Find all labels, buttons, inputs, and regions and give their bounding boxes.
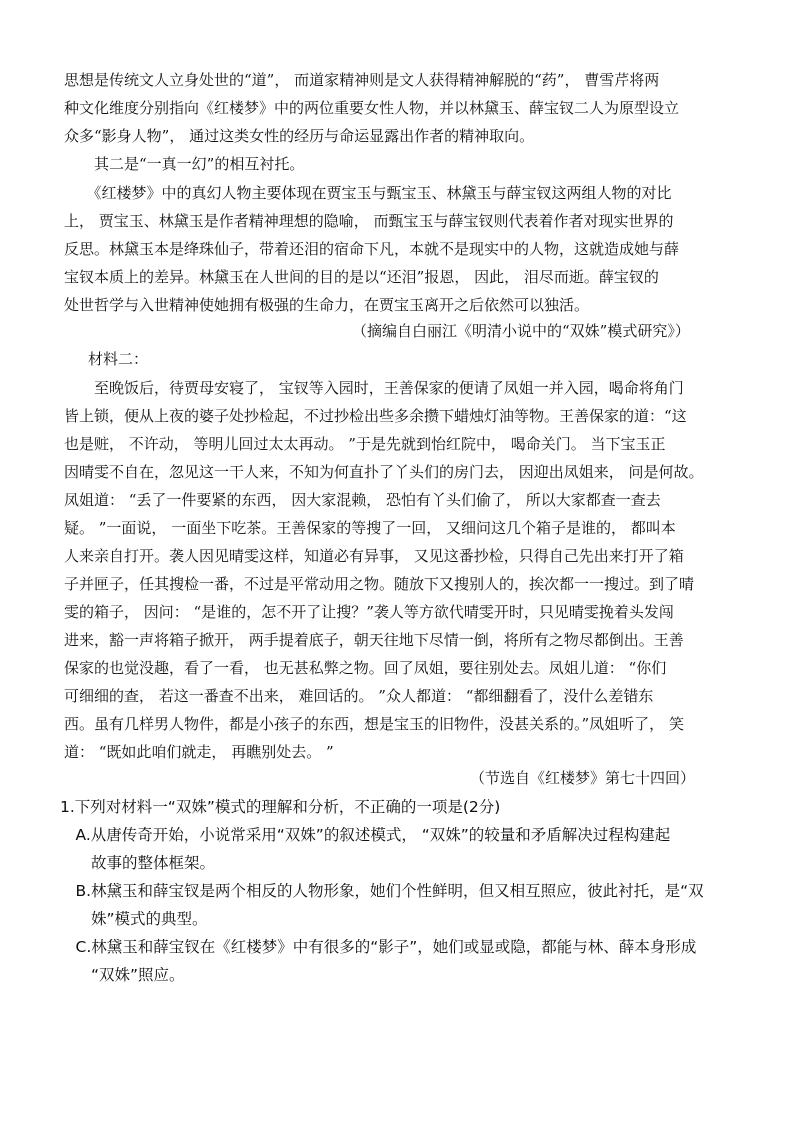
option-b-line-2: 姝”模式的典型。	[60, 910, 208, 928]
question-stem: 1.下列对材料一“双姝”模式的理解和分析，不正确的一项是(2分)	[60, 798, 501, 816]
material1-line-8: 宝钗本质上的差异。林黛玉在人世间的目的是以“还泪”报恩， 因此， 泪尽而逝。薛宝钗的	[64, 268, 659, 286]
material2-heading: 材料二：	[88, 350, 149, 368]
option-a-line-2: 故事的整体框架。	[60, 854, 216, 872]
material1-line-7: 反思。林黛玉本是绛珠仙子，带着还泪的宿命下凡，本就不是现实中的人物，这就造成她与薛	[64, 240, 680, 258]
material2-line-9: 雯的箱子， 因问： “是谁的，怎不开了让搜？”袭人等方欲代晴雯开时，只见晴雯挽着头发闯	[64, 603, 674, 621]
material2-line-5: 凤姐道： “丢了一件要紧的东西， 因大家混赖， 恐怕有丫头们偷了， 所以大家都查一查去	[64, 491, 661, 509]
material1-line-1: 思想是传统文人立身处世的“道”， 而道家精神则是文人获得精神解脱的“药”， 曹雪芹将两	[64, 71, 660, 89]
material2-line-3: 也是赃， 不许动， 等明儿回过太太再动。 ”于是先就到怡红院中， 喝命关门。 当下宝玉正	[64, 435, 666, 453]
option-c-line-1: C.林黛玉和薛宝钗在《红楼梦》中有很多的“影子”，她们或显或隐，都能与林、薛本身形成	[60, 938, 697, 956]
material1-line-5: 《红楼梦》中的真幻人物主要体现在贾宝玉与甄宝玉、林黛玉与薛宝钗这两组人物的对比	[64, 184, 672, 202]
material2-source: （节选自《红楼梦》第七十四回）	[470, 769, 696, 787]
material2-line-12: 可细细的查， 若这一番查不出来， 难回话的。 ”众人都道： “都细翻看了，没什么差错东	[64, 687, 654, 705]
option-a-line-1: A.从唐传奇开始，小说常采用“双姝”的叙述模式， “双姝”的较量和矛盾解决过程构建起	[60, 826, 671, 844]
material2-line-13: 西。虽有几样男人物件，都是小孩子的东西，想是宝玉的旧物件，没甚关系的。”凤姐听了， 笑	[64, 715, 684, 733]
material2-line-4: 因晴雯不自在，忽见这一干人来，不知为何直扑了丫头们的房门去， 因迎出凤姐来， 问是何故。	[64, 463, 704, 481]
material2-line-14: 道： “既如此咱们就走， 再瞧别处去。 ”	[64, 743, 334, 761]
material2-line-8: 子并匣子，任其搜检一番，不过是平常动用之物。随放下又搜别人的，挨次都一一搜过。到了晴	[64, 575, 695, 593]
material2-line-2: 皆上锁，便从上夜的婆子处抄检起，不过抄检出些多余攒下蜡烛灯油等物。王善保家的道：“这	[64, 407, 687, 425]
material1-line-9: 处世哲学与入世精神使她拥有极强的生命力，在贾宝玉离开之后依然可以独活。	[64, 296, 590, 314]
material2-line-6: 疑。 ”一面说， 一面坐下吃茶。王善保家的等搜了一回， 又细问这几个箱子是谁的， 都叫本	[64, 519, 676, 537]
material2-line-7: 人来亲自打开。袭人因见晴雯这样，知道必有异事， 又见这番抄检，只得自己先出来打开了箱	[64, 547, 684, 565]
option-c-line-2: “双姝”照应。	[60, 966, 185, 984]
material2-line-10: 进来，豁一声将箱子掀开， 两手提着底子，朝天往地下尽情一倒，将所有之物尽都倒出。王善	[64, 631, 684, 649]
material2-line-1: 至晚饭后，待贾母安寝了， 宝钗等入园时，王善保家的便请了凤姐一并入园，喝命将角门	[64, 379, 684, 397]
material1-source: （摘编自白丽江《明清小说中的“双姝”模式研究》）	[352, 322, 690, 340]
material1-line-2: 种文化维度分别指向《红楼梦》中的两位重要女性人物，并以林黛玉、薛宝钗二人为原型设立	[64, 99, 680, 117]
option-b-line-1: B.林黛玉和薛宝钗是两个相反的人物形象，她们个性鲜明，但又相互照应，彼此衬托，是“双	[60, 882, 704, 900]
material1-line-3: 众多“影身人物”， 通过这类女性的经历与命运显露出作者的精神取向。	[64, 127, 535, 145]
material2-line-11: 保家的也觉没趣，看了一看， 也无甚私弊之物。回了凤姐，要往别处去。凤姐儿道： “你们	[64, 659, 667, 677]
material1-line-6: 上， 贾宝玉、林黛玉是作者精神理想的隐喻， 而甄宝玉与薛宝钗则代表着作者对现实世界的	[64, 212, 674, 230]
material1-line-4: 其二是“一真一幻”的相互衬托。	[64, 155, 305, 173]
